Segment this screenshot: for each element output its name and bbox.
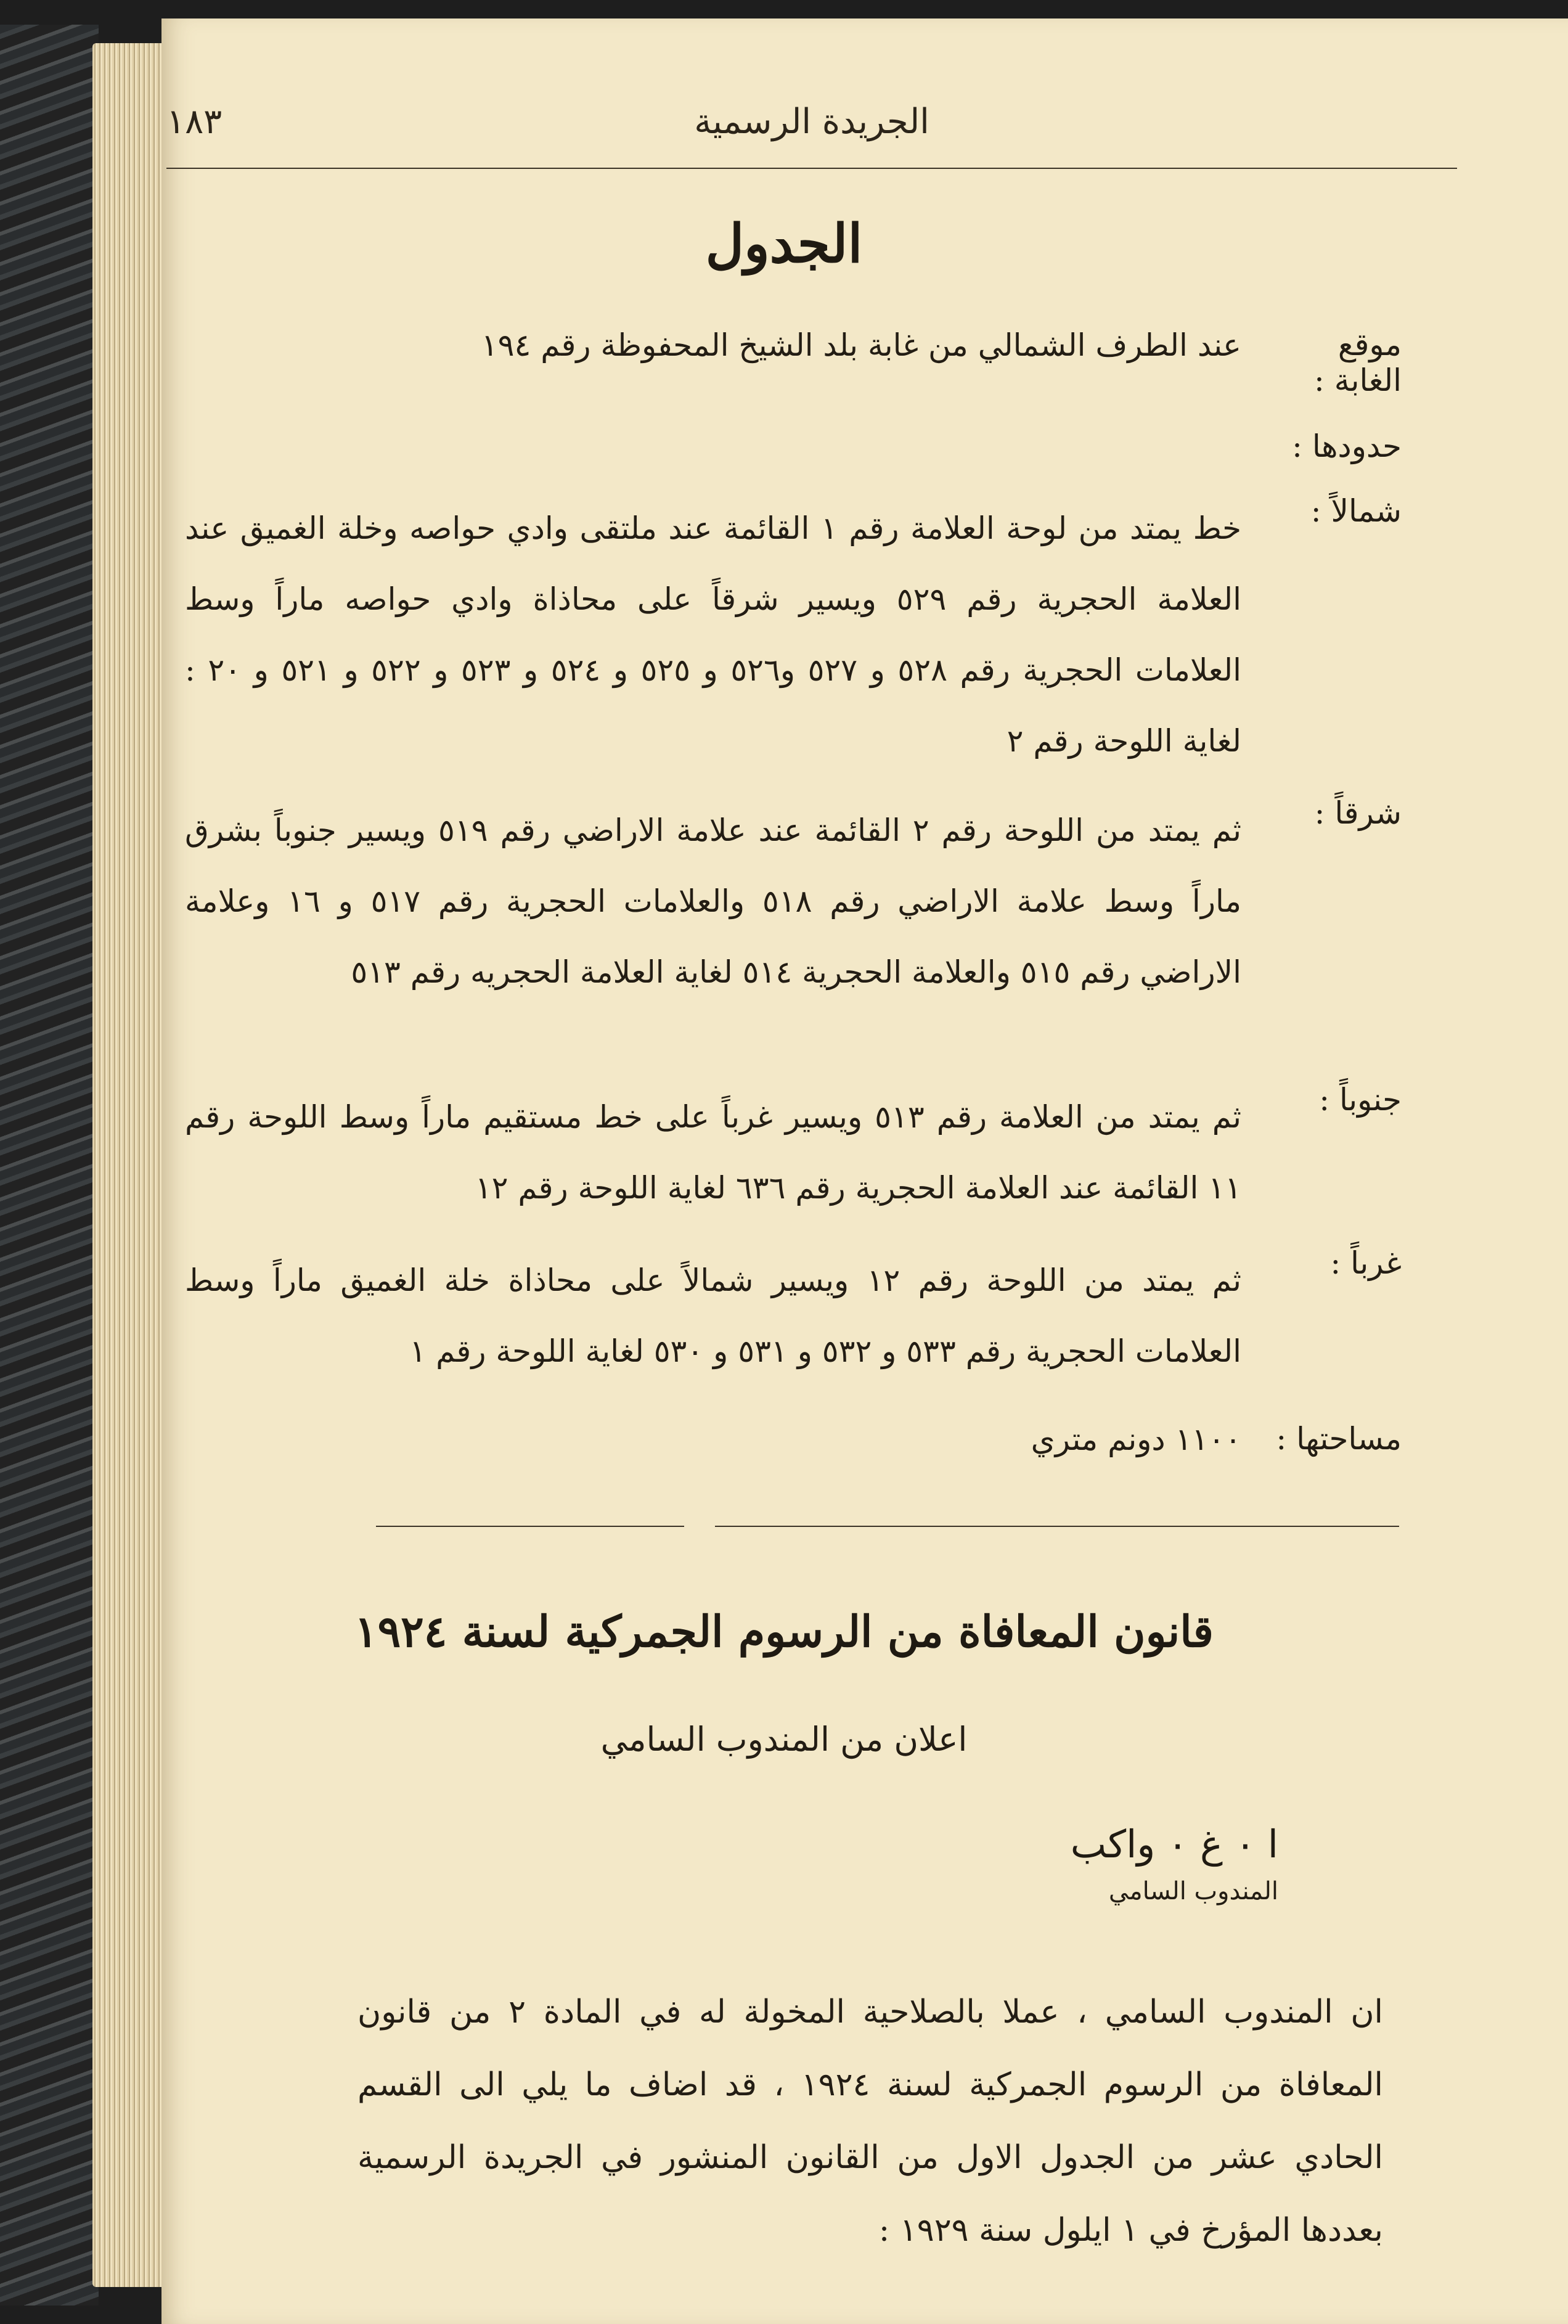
area-text: ١١٠٠ دونم متري xyxy=(1031,1422,1241,1457)
law-title: قانون المعافاة من الرسوم الجمركية لسنة ١٩٢٤ xyxy=(354,1606,1214,1657)
east-boundary-row xyxy=(185,795,1402,1079)
area-row xyxy=(185,1421,1402,1470)
south-text: ثم يمتد من العلامة رقم ٥١٣ ويسير غرباً على خط مستقيم ماراً وسط اللوحة رقم ١١ القائمة عند العلامة الحجرية رقم ٦٣٦ لغاية اللوحة رقم ١٢ xyxy=(185,1099,1241,1206)
signatory-title: المندوب السامي xyxy=(1108,1877,1278,1905)
header-rule xyxy=(166,168,1457,169)
announcement-heading: اعلان من المندوب السامي xyxy=(600,1720,968,1759)
boundaries-label: حدودها : xyxy=(1292,428,1402,464)
south-boundary-row xyxy=(185,1082,1402,1230)
section-rule-right xyxy=(715,1526,1399,1527)
east-label: شرقاً : xyxy=(1314,795,1402,831)
page-number: ١٨٣ xyxy=(166,102,223,142)
north-text: خط يمتد من لوحة العلامة رقم ١ القائمة عند ملتقى وادي حواصه وخلة الغميق عند العلامة الحجرية رقم ٥٢٩ ويسير شرقاً على محاذاة وادي حواصه ماراً وسط العلامات الحجرية رقم ٥٢٨ و ٥٢٧ و٥٢٦ و ٥٢٥ و ٥٢٤ و ٥٢٣ و ٥٢٢ و ٥٢١ و ٢٠ : لغاية اللوحة رقم ٢ xyxy=(185,510,1242,759)
forest-location-label: موقع الغابة : xyxy=(1314,327,1402,398)
boundaries-row xyxy=(185,428,1402,472)
north-label: شمالاً : xyxy=(1310,493,1402,529)
announcement-body: ان المندوب السامي ، عملا بالصلاحية المخولة له في المادة ٢ من قانون المعافاة من الرسوم الجمركية لسنة ١٩٢٤ ، قد اضاف ما يلي الى القسم الحادي عشر من الجدول الاول من القانون المنشور في الجريدة الرسمية بعددها المؤرخ في ١ ايلول سنة ١٩٢٩ : xyxy=(357,1994,1383,2249)
section-rule-left xyxy=(376,1526,684,1527)
south-label: جنوباً : xyxy=(1319,1082,1402,1118)
forest-location-text: عند الطرف الشمالي من غابة بلد الشيخ المحفوظة رقم ١٩٤ xyxy=(481,327,1241,363)
north-boundary-row xyxy=(185,493,1402,777)
signatory-name: ا ٠ غ ٠ واكب xyxy=(1070,1822,1278,1867)
page-header xyxy=(166,102,1457,157)
east-text: ثم يمتد من اللوحة رقم ٢ القائمة عند علامة الاراضي رقم ٥١٩ ويسير جنوباً بشرق ماراً وسط علامة الاراضي رقم ٥١٨ والعلامات الحجرية رقم ٥١٧ و ١٦ وعلامة الاراضي رقم ٥١٥ والعلامة الحجرية ٥١٤ لغاية العلامة الحجريه رقم ٥١٣ xyxy=(185,812,1241,990)
area-label: مساحتها : xyxy=(1276,1421,1402,1457)
book-spine xyxy=(0,25,99,2306)
west-label: غرباً : xyxy=(1330,1245,1402,1281)
table-heading: الجدول xyxy=(705,213,863,275)
west-boundary-row xyxy=(185,1245,1402,1393)
running-title: الجريدة الرسمية xyxy=(694,102,929,142)
forest-location-row xyxy=(185,327,1402,398)
west-text: ثم يمتد من اللوحة رقم ١٢ ويسير شمالاً على محاذاة خلة الغميق ماراً وسط العلامات الحجرية رقم ٥٣٣ و ٥٣٢ و ٥٣١ و ٥٣٠ لغاية اللوحة رقم ١ xyxy=(185,1262,1241,1369)
